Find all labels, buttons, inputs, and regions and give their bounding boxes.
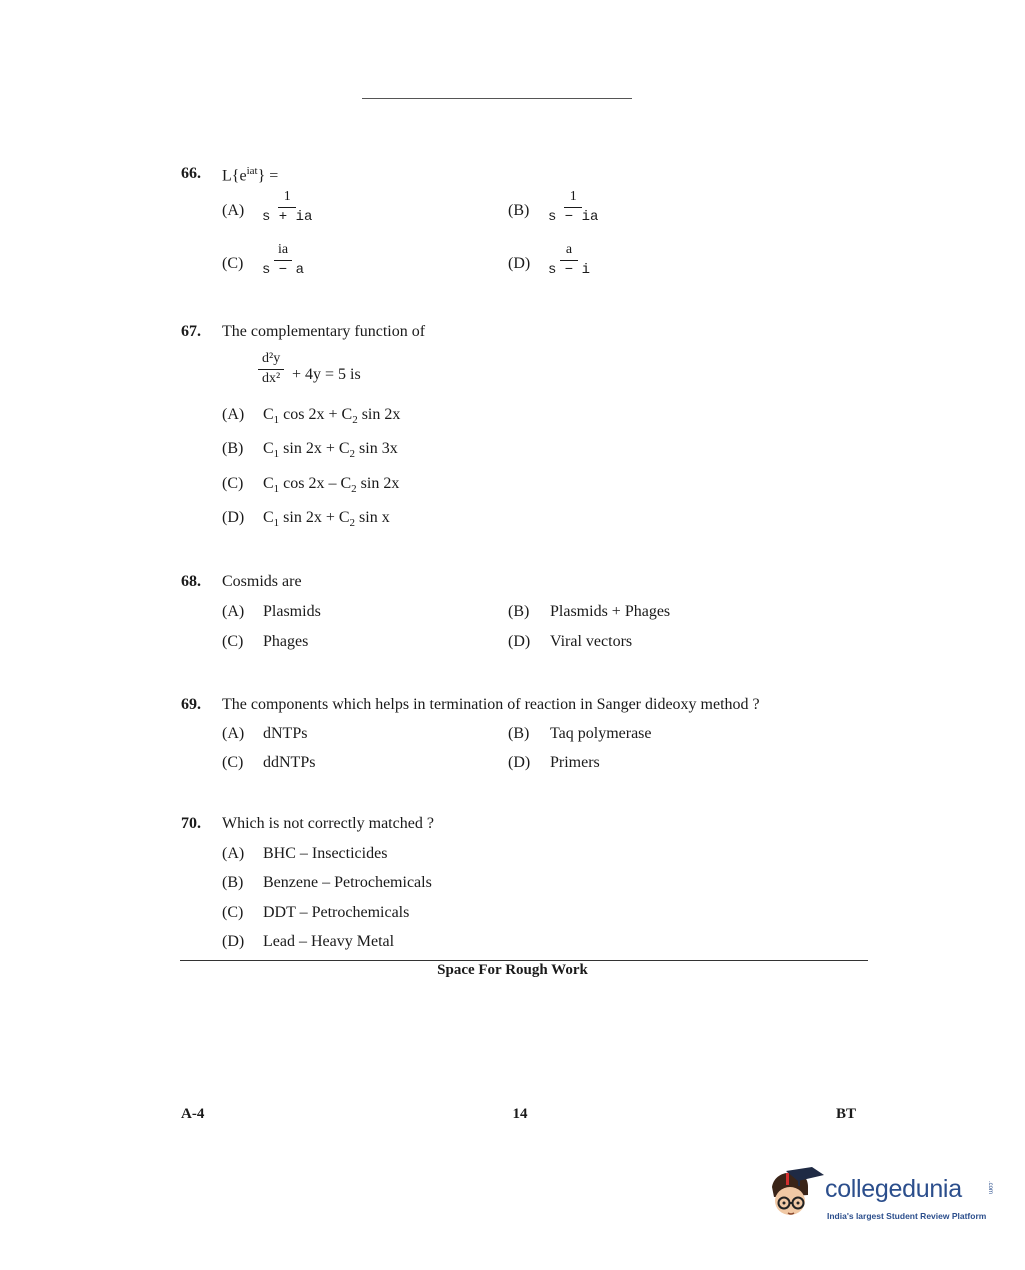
option-b-fraction: $\frac{1}{s - ia}$ — [548, 189, 599, 225]
question-number: 68. — [181, 573, 201, 590]
rough-work-divider — [180, 960, 868, 961]
question-number: 70. — [181, 815, 201, 832]
option-a-label: (A) — [222, 406, 245, 423]
option-b-text: Plasmids + Phages — [550, 603, 671, 620]
question-stem: Which is not correctly matched ? — [222, 815, 434, 832]
logo-wordmark: collegedunia — [825, 1175, 962, 1203]
question-stem: The components which helps in termination of reaction in Sanger dideoxy method ? — [222, 696, 760, 713]
option-c-text: DDT – Petrochemicals — [263, 904, 410, 921]
footer-subject-code: BT — [836, 1106, 857, 1122]
option-d-text: Primers — [550, 754, 600, 771]
option-c-text: $C_1$ $\cos 2x - C_2$ sin 2x — [263, 475, 400, 496]
option-c-text: ddNTPs — [263, 754, 316, 771]
question-stem: The complementary function of — [222, 323, 426, 340]
option-b-text: $C_1$ $\sin 2x + C_2$ sin 3x — [263, 440, 398, 461]
option-a-text: Plasmids — [263, 603, 321, 620]
option-c-label: (C) — [222, 904, 244, 921]
option-c-label: (C) — [222, 633, 244, 650]
option-a-text: dNTPs — [263, 725, 308, 742]
option-c-fraction: $\frac{ia}{s - a}$ — [262, 242, 305, 278]
option-d-label: (D) — [222, 509, 245, 526]
question-number: 67. — [181, 323, 201, 340]
option-d-label: (D) — [222, 933, 245, 950]
option-b-label: (B) — [508, 202, 530, 219]
option-d-text: Viral vectors — [550, 633, 633, 650]
option-a-label: (A) — [222, 845, 245, 862]
option-c-text: Phages — [263, 633, 309, 650]
option-b-label: (B) — [222, 874, 244, 891]
option-d-label: (D) — [508, 255, 531, 272]
option-c-label: (C) — [222, 754, 244, 771]
option-d-text: $C_1$ $\sin 2x + C_2$ sin x — [263, 509, 390, 530]
question-stem: Cosmids are — [222, 573, 302, 590]
question-number: 66. — [181, 165, 201, 182]
question-number: 69. — [181, 696, 201, 713]
option-c-label: (C) — [222, 255, 244, 272]
rough-work-heading: Space For Rough Work — [437, 962, 588, 978]
option-b-text: Benzene – Petrochemicals — [263, 874, 432, 891]
footer-page-number: 14 — [512, 1106, 528, 1122]
option-c-label: (C) — [222, 475, 244, 492]
footer-booklet-code: A-4 — [181, 1106, 205, 1122]
collegedunia-logo — [768, 1165, 998, 1225]
option-d-label: (D) — [508, 754, 531, 771]
option-a-label: (A) — [222, 202, 245, 219]
option-d-label: (D) — [508, 633, 531, 650]
option-b-text: Taq polymerase — [550, 725, 652, 742]
equation-rest: + 4y = 5 is — [292, 366, 361, 383]
question-stem: $L\{e^{iat}\}$ = — [222, 165, 279, 185]
mascot-icon — [768, 1165, 826, 1225]
option-d-text: Lead – Heavy Metal — [263, 933, 395, 950]
equation-fraction: $\frac{\text{d²y}}{\text{dx²}}$ — [258, 352, 284, 386]
option-b-label: (B) — [222, 440, 244, 457]
option-a-text: $C_1$ $\cos 2x + C_2$ sin 2x — [263, 406, 401, 427]
option-b-label: (B) — [508, 725, 530, 742]
logo-tagline: India's largest Student Review Platform — [827, 1211, 987, 1221]
option-a-label: (A) — [222, 603, 245, 620]
option-a-text: BHC – Insecticides — [263, 845, 388, 862]
header-rule — [362, 98, 632, 99]
logo-com: .com — [987, 1181, 993, 1195]
option-b-label: (B) — [508, 603, 530, 620]
option-a-label: (A) — [222, 725, 245, 742]
option-a-fraction: $\frac{1}{s + ia}$ — [262, 189, 313, 225]
option-d-fraction: $\frac{a}{s - i}$ — [548, 242, 591, 278]
